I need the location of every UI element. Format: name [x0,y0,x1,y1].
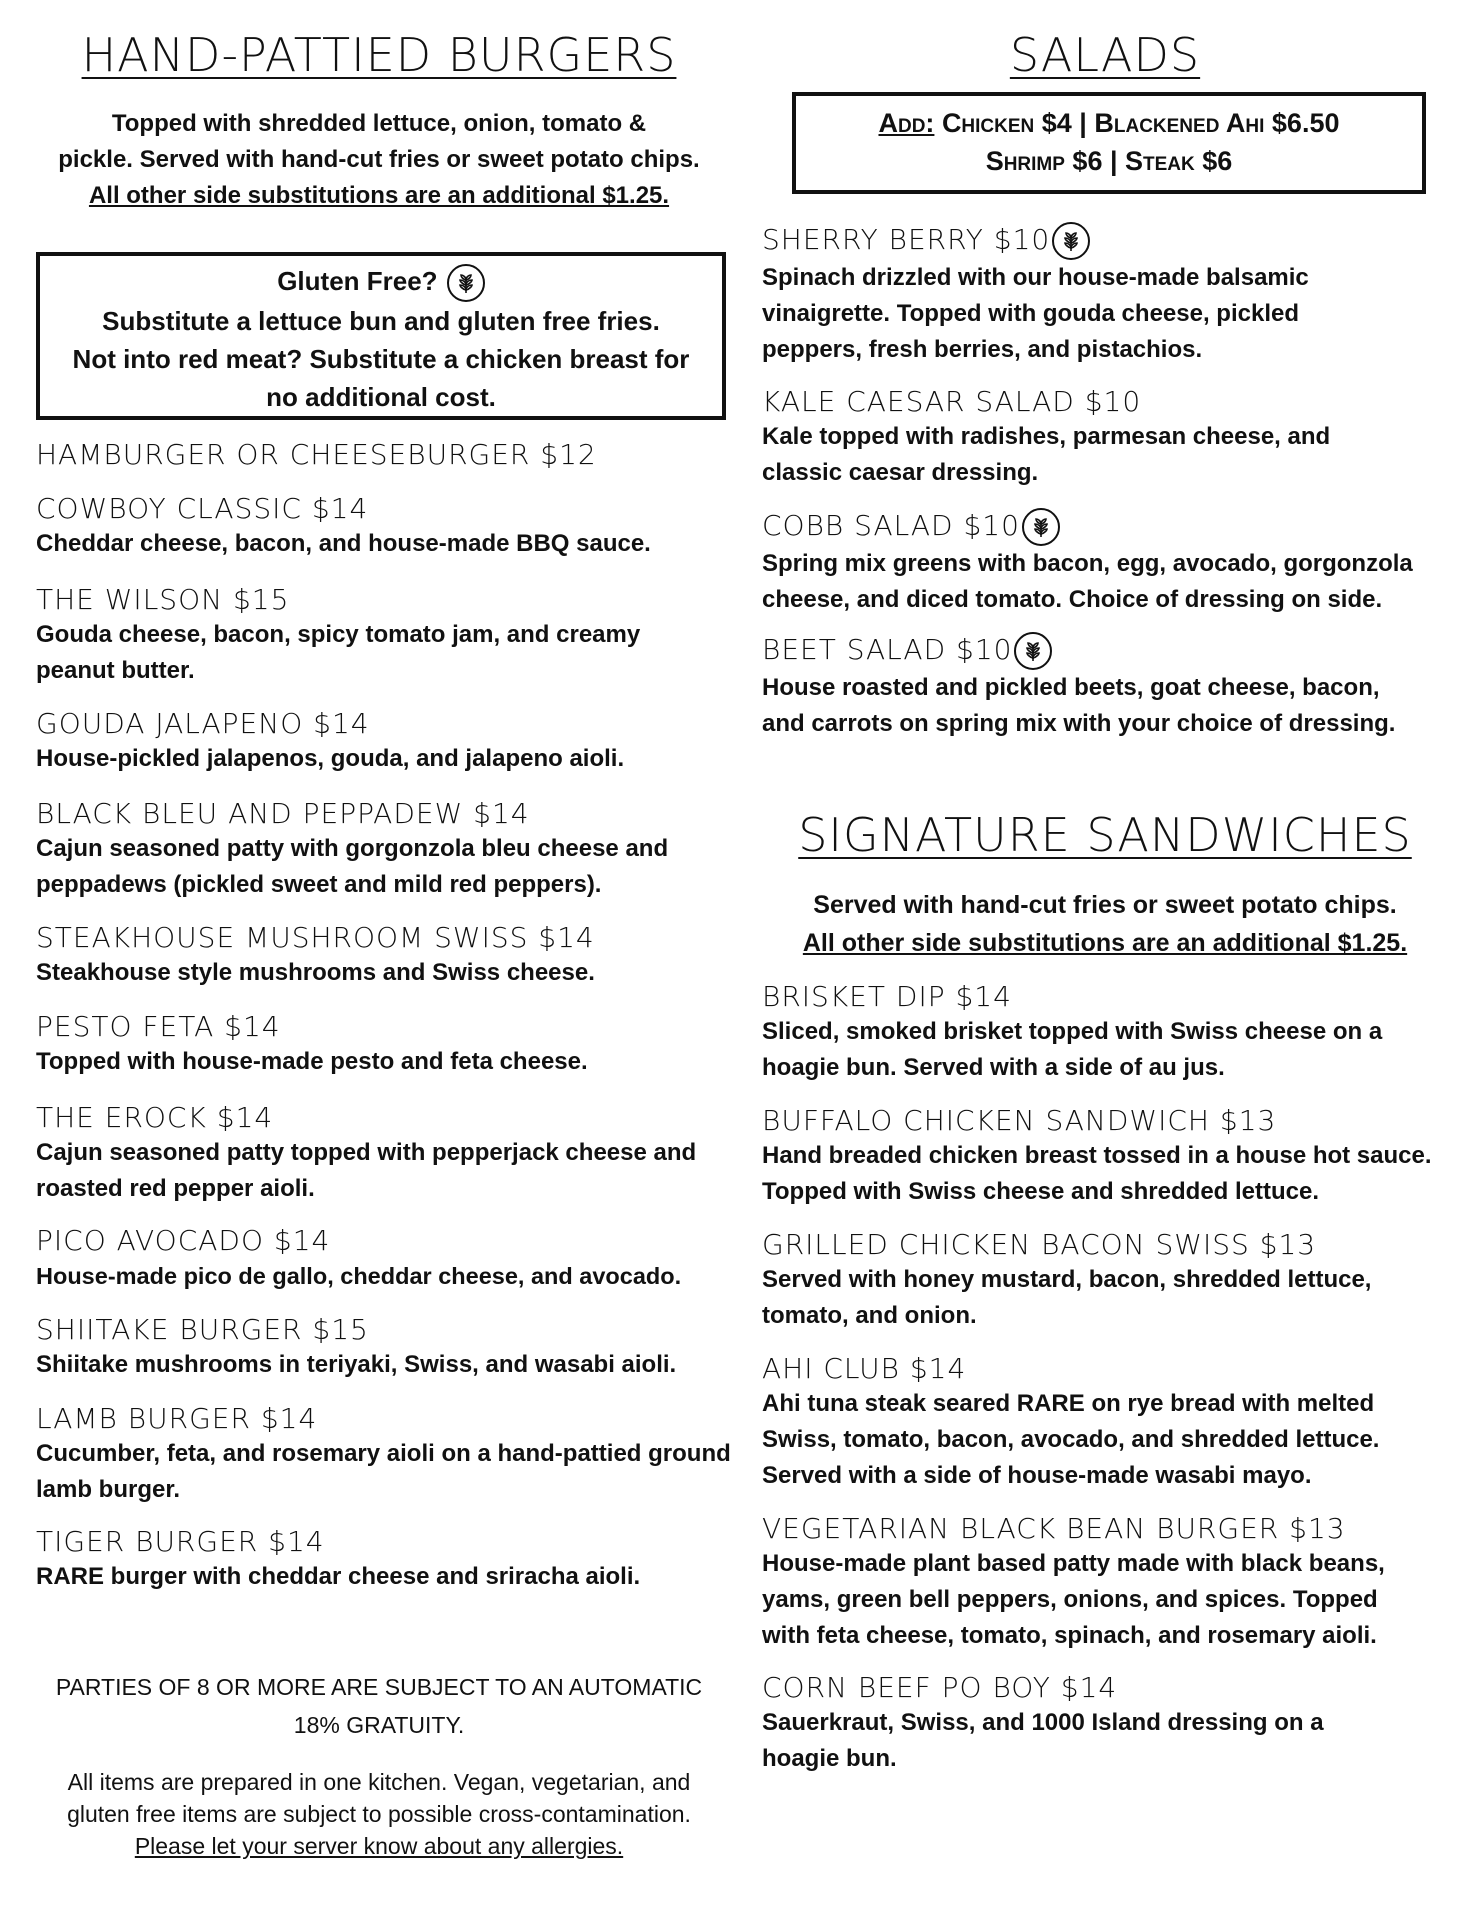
addons-line: Shrimp $6 | Steak $6 [985,146,1233,176]
burgers-title: HAND-PATTIED BURGERS [81,28,677,82]
sandwich-name: AHI CLUB $14 [762,1352,967,1385]
wheat-icon [1014,632,1052,670]
salad-description: Kale topped with radishes, parmesan cheese, and classic caesar dressing. [762,423,1331,486]
sandwich-description: Sauerkraut, Swiss, and 1000 Island dressing on a hoagie bun. [762,1709,1324,1772]
sandwich-item [762,1352,1452,1494]
gluten-free-box [36,252,726,420]
sandwiches-surcharge-note: All other side substitutions are an additional $1.25. [802,929,1408,957]
burger-name: TIGER BURGER $14 [36,1525,325,1558]
sandwich-name: BRISKET DIP $14 [762,980,1012,1013]
burger-name: SHIITAKE BURGER $15 [36,1313,369,1346]
salad-description: Spinach drizzled with our house-made balsamic vinaigrette. Topped with gouda cheese, pickled peppers, fresh berries, and pistachios. [762,264,1309,363]
gluten-free-line: Substitute a lettuce bun and gluten free fries. [102,306,660,337]
burger-description: House-pickled jalapenos, gouda, and jalapeno aioli. [36,745,625,772]
burger-description: Steakhouse style mushrooms and Swiss cheese. [36,959,595,986]
gratuity-line: PARTIES OF 8 OR MORE ARE SUBJECT TO AN AUTOMATIC [55,1674,703,1700]
salad-name: SHERRY BERRY $10 [762,223,1051,256]
salad-item [762,385,1452,491]
burger-item [36,583,726,689]
sandwiches-intro-line: Served with hand-cut fries or sweet potato chips. [813,891,1397,919]
sandwich-item [762,1671,1452,1777]
sandwich-item [762,1104,1452,1210]
burgers-intro-line: pickle. Served with hand-cut fries or sweet potato chips. [58,146,700,173]
sandwich-description: Hand breaded chicken breast tossed in a house hot sauce. Topped with Swiss cheese and shredded lettuce. [762,1142,1432,1205]
burgers-intro [34,106,724,214]
burgers-surcharge-note: All other side substitutions are an additional $1.25. [88,182,670,209]
burger-item [36,492,736,562]
burger-description: Gouda cheese, bacon, spicy tomato jam, and creamy peanut butter. [36,621,641,684]
salad-description: Spring mix greens with bacon, egg, avocado, gorgonzola cheese, and diced tomato. Choice of dressing on side. [762,550,1413,613]
burger-name: HAMBURGER OR CHEESEBURGER $12 [36,438,597,471]
salads-title: SALADS [1009,28,1201,82]
sandwich-item [762,980,1452,1086]
burger-name: PESTO FETA $14 [36,1010,281,1043]
sandwich-description: Served with honey mustard, bacon, shredded lettuce, tomato, and onion. [762,1266,1372,1329]
sandwich-description: Sliced, smoked brisket topped with Swiss cheese on a hoagie bun. Served with a side of au jus. [762,1018,1383,1081]
burger-name: COWBOY CLASSIC $14 [36,492,369,525]
burger-item [36,1402,736,1508]
gluten-free-line: no additional cost. [266,382,496,413]
burger-item [36,1525,736,1595]
allergy-warning: Please let your server know about any allergies. [134,1833,624,1859]
burger-description: Cucumber, feta, and rosemary aioli on a hand-pattied ground lamb burger. [36,1440,731,1503]
sandwich-description: House-made plant based patty made with black beans, yams, green bell peppers, onions, and spices. Topped with feta cheese, tomato, spinach, and rosemary aioli. [762,1550,1385,1649]
allergy-line: All items are prepared in one kitchen. Vegan, vegetarian, and [67,1769,691,1795]
burger-name: GOUDA JALAPENO $14 [36,707,370,740]
addons-line: Chicken $4 | Blackened Ahi $6.50 [941,108,1340,138]
gratuity-note [34,1668,724,1744]
burger-item [36,707,736,777]
burger-item [36,1101,736,1207]
salad-item [762,508,1462,618]
burger-name: STEAKHOUSE MUSHROOM SWISS $14 [36,921,595,954]
salad-addons-box [792,92,1426,194]
allergy-note [34,1766,724,1862]
burger-description: Topped with house-made pesto and feta cheese. [36,1048,588,1075]
burger-name: THE EROCK $14 [36,1101,274,1134]
burger-description: House-made pico de gallo, cheddar cheese, and avocado. [36,1263,682,1289]
salad-description: House roasted and pickled beets, goat cheese, bacon, and carrots on spring mix with your choice of dressing. [762,674,1396,737]
salad-name: KALE CAESAR SALAD $10 [762,385,1142,418]
burger-description: Cajun seasoned patty topped with pepperjack cheese and roasted red pepper aioli. [36,1139,697,1202]
burger-item [36,921,736,991]
allergy-line: gluten free items are subject to possible cross-contamination. [67,1801,691,1827]
burger-name: BLACK BLEU AND PEPPADEW $14 [36,797,530,830]
wheat-icon [447,264,485,302]
sandwich-name: BUFFALO CHICKEN SANDWICH $13 [762,1104,1277,1137]
burger-item [36,1224,776,1294]
salad-item [762,222,1452,368]
sandwich-description: Ahi tuna steak seared RARE on rye bread with melted Swiss, tomato, bacon, avocado, and shredded lettuce. Served with a side of house-made wasabi mayo. [762,1390,1380,1489]
sandwiches-title: SIGNATURE SANDWICHES [798,808,1412,862]
gluten-free-heading: Gluten Free? [277,266,438,296]
salad-item [762,632,1462,742]
gluten-free-line: Not into red meat? Substitute a chicken breast for [72,344,690,375]
sandwich-name: GRILLED CHICKEN BACON SWISS $13 [762,1228,1317,1261]
gratuity-line: 18% GRATUITY. [293,1712,465,1738]
burger-name: THE WILSON $15 [36,583,290,616]
addons-label: Add: [878,108,935,138]
burger-item [36,797,736,903]
sandwiches-intro [760,886,1450,962]
burger-item [36,438,736,472]
burger-item [36,1010,736,1080]
burger-description: Cajun seasoned patty with gorgonzola bleu cheese and peppadews (pickled sweet and mild red peppers). [36,835,669,898]
burgers-intro-line: Topped with shredded lettuce, onion, tomato & [111,110,647,137]
burger-description: RARE burger with cheddar cheese and sriracha aioli. [36,1563,641,1590]
sandwich-item [762,1228,1452,1334]
sandwich-name: VEGETARIAN BLACK BEAN BURGER $13 [762,1512,1346,1545]
salad-name: BEET SALAD $10 [762,633,1013,666]
salad-name: COBB SALAD $10 [762,509,1020,542]
burger-name: PICO AVOCADO $14 [36,1224,331,1257]
wheat-icon [1022,508,1060,546]
burger-item [36,1313,756,1383]
burger-description: Cheddar cheese, bacon, and house-made BBQ sauce. [36,530,651,557]
wheat-icon [1052,222,1090,260]
burger-name: LAMB BURGER $14 [36,1402,318,1435]
sandwich-name: CORN BEEF PO BOY $14 [762,1671,1118,1704]
sandwich-item [762,1512,1452,1654]
burger-description: Shiitake mushrooms in teriyaki, Swiss, and wasabi aioli. [36,1351,677,1378]
